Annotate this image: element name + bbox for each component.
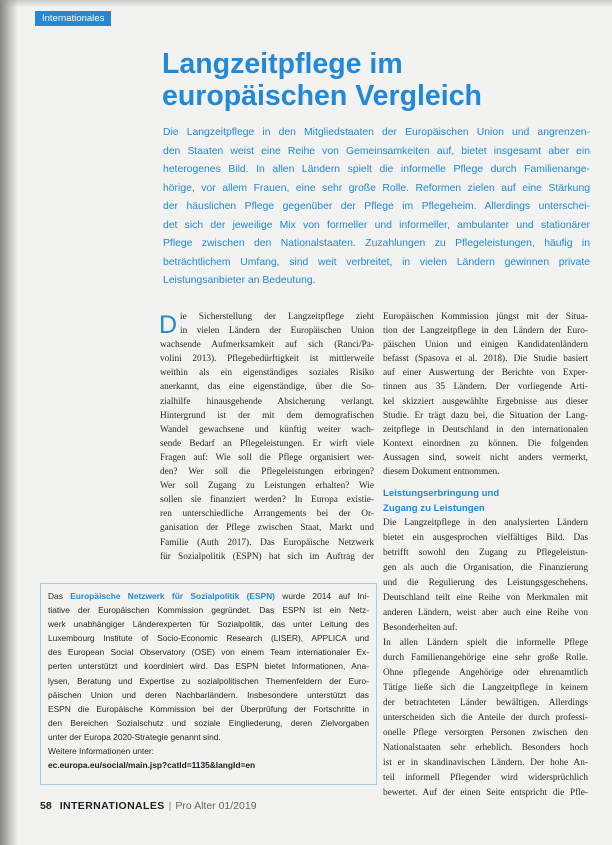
info-box-more-label: Weitere Informationen unter: bbox=[48, 746, 154, 757]
article-title-line: Langzeitpflege im bbox=[162, 48, 403, 80]
column-right-text-bottom bbox=[383, 516, 588, 801]
body-text-line: den? Wer soll die Pflegeleistungen erbringen? bbox=[160, 467, 374, 478]
info-box-text-line: des European Social Observatory (OSE) von einem Team internationaler Ex- bbox=[48, 647, 369, 658]
info-box-rest: wurde 2014 auf Ini- bbox=[274, 591, 369, 601]
lead-text-line: Die Langzeitpflege in den Mitgliedstaaten der Europäischen Union und angrenzen- bbox=[163, 127, 590, 138]
article-title-line: europäischen Vergleich bbox=[162, 80, 482, 112]
info-box-link: ec.europa.eu/social/main.jsp?catId=1135&langId=en bbox=[48, 760, 256, 771]
body-text-line: volini 2013). Pflegebedürftigkeit ist mittlerweile bbox=[160, 354, 374, 365]
subheading-line: Zugang zu Leistungen bbox=[383, 502, 485, 514]
body-text-line: unterscheiden sich die Anteile der durch professi- bbox=[383, 713, 588, 723]
lead-text-line: hörige, vor allem Frauen, eine sehr große Rolle. Reformen zielen auf eine Stärkung bbox=[163, 182, 590, 194]
lead-text-line: beträchtlichem Umfang, sind weit verbreitet, in vielen Ländern gewinnen private bbox=[163, 256, 590, 268]
page-footer bbox=[40, 800, 257, 812]
body-text-line: Wer soll Zugang zu Leistungen erhalten? Wie bbox=[160, 481, 374, 492]
body-text-line: Tätige ließe sich die Langzeitpflege in keinem bbox=[383, 683, 588, 693]
body-text-line: befasst (Spasova et al. 2018). Die Studie basiert bbox=[383, 354, 588, 365]
subheading bbox=[383, 487, 588, 516]
info-box-text bbox=[48, 603, 369, 744]
lead-text-line: den Staaten weist eine Reihe von Gemeinsamkeiten auf, bietet insgesamt aber ein bbox=[163, 145, 590, 157]
info-box-text-line: tiative der Europäischen Kommission gegründet. Das ESPN ist ein Netz- bbox=[48, 605, 369, 616]
body-text-line: In allen Ländern spielt die informelle Pflege bbox=[383, 638, 588, 648]
lead-text-line: heterogenes Bild. In allen Ländern spielt die informelle Pflege durch Familienange- bbox=[163, 164, 590, 175]
body-text-line: in vielen Ländern der Europäischen Union bbox=[180, 326, 374, 337]
body-text-line: teil informell Pflegender wird widersprüchlich bbox=[383, 773, 588, 783]
article-lead bbox=[163, 124, 590, 291]
body-text-line: anerkannt, das eine eigenständige, über die So- bbox=[160, 382, 374, 393]
body-text-line: kel skizziert ausgewählte Ergebnisse aus dieser bbox=[383, 396, 588, 407]
section-tag: Internationales bbox=[35, 11, 111, 26]
body-text-line: zialhilfe hinausgehende Absicherung verlangt. bbox=[160, 396, 374, 407]
body-text-line: onelle Pflege versorgten Personen zwischen den bbox=[383, 728, 588, 738]
footer-page-number: 58 bbox=[40, 800, 52, 812]
lead-text-line: der häuslichen Pflege gegenüber der Pflege im Pflegeheim. Allerdings unterschei- bbox=[163, 201, 590, 212]
body-text-line: Die Langzeitpflege in den analysierten Ländern bbox=[383, 518, 588, 528]
info-box-first-line bbox=[48, 589, 369, 603]
body-text-line: tion der Langzeitpflege in den Ländern der Euro- bbox=[383, 326, 588, 337]
footer-section: INTERNATIONALES bbox=[59, 800, 165, 812]
body-text-line: Aussagen sind, soweit nicht anders vermerkt, bbox=[383, 452, 588, 463]
info-box-text-line: unter der Europa 2020-Strategie genannt sind. bbox=[48, 731, 221, 742]
body-text-line: Nationalstaaten sehr erheblich. Besonders hoch bbox=[383, 743, 588, 753]
body-text-line: tinnen aus 35 Ländern. Der vorliegende Arti- bbox=[383, 382, 588, 393]
body-text-line: bewertet. Auf der einen Seite entspricht die Pfle- bbox=[383, 788, 588, 798]
lead-text-line: Leistungsanbieter an Bedeutung. bbox=[163, 275, 316, 286]
body-text-line: auf einer Auswertung der Berichte von Exper- bbox=[383, 368, 588, 379]
info-box-text-line: den Bereichen Sozialschutz und soziale Eingliederung, deren Zielvorgaben bbox=[48, 717, 369, 728]
lead-text-line: Pflege zwischen den Nationalstaaten. Zuzahlungen zu Pflegeleistungen, häufig in bbox=[163, 238, 590, 249]
body-text-line: päischen Union und einigen Kandidatenländern bbox=[383, 340, 588, 351]
info-box-text-line: ESPN die Europäische Kommission bei der Überprüfung der Fortschritte in bbox=[48, 703, 369, 714]
lead-text-line: det sich der jeweilige Mix von formeller und informeller, ambulanter und stationärer bbox=[163, 219, 590, 231]
body-text-line: für Sozialpolitik (ESPN) hat sich im Auftrag der bbox=[160, 551, 374, 562]
info-box-text-line: perten unterstützt und koordiniert wird. Das ESPN bietet Informationen, Ana- bbox=[48, 661, 369, 672]
info-box-lead: Das bbox=[48, 591, 71, 601]
body-text-line: betrifft sowohl den Zugang zu Pflegeleistun- bbox=[383, 548, 588, 558]
body-text-line: durch Familienangehörige eine sehr große Rolle. bbox=[383, 653, 588, 663]
body-text-line: sende Bedarf an Pflegeleistungen. Er wirft viele bbox=[160, 438, 374, 449]
body-text-line: bietet ein ausgesprochen vielfältiges Bild. Das bbox=[383, 533, 588, 543]
page-top-shadow bbox=[0, 0, 612, 7]
body-text-line: Europäischen Kommission jüngst mit der Situa- bbox=[383, 312, 588, 322]
info-box-text-line: Luxembourg Institute of Socio-Economic Research (LISER), APPLICA und bbox=[48, 633, 369, 644]
body-text-line: weithin als ein eigenständiges soziales Risiko bbox=[160, 368, 374, 379]
body-text-line: Fragen auf: Wie soll die Pflege organisiert wer- bbox=[160, 452, 374, 463]
column-left-text bbox=[160, 310, 374, 564]
info-box-text-line: päischen Union und deren Nachbarländern. Insbesondere unterstützt das bbox=[48, 689, 369, 700]
body-text-line: ganisation der Pflege zwischen Staat, Markt und bbox=[160, 523, 374, 534]
body-text-line: anderen Ländern, weist aber auch eine Reihe von bbox=[383, 608, 588, 618]
body-text-line: wachsende Aufmerksamkeit auf sich (Ranci/Pa- bbox=[160, 340, 374, 351]
article-title bbox=[162, 48, 482, 112]
footer-publication: Pro Alter 01/2019 bbox=[175, 800, 257, 812]
body-text-line: Hintergrund ist der mit dem demografischen bbox=[160, 410, 374, 421]
body-text-line: ren unterschiedliche Arrangements bei der Or- bbox=[160, 509, 374, 520]
body-text-line: Familie (Auth 2017). Das Europäische Netzwerk bbox=[160, 537, 374, 548]
body-text-line: zeitpflege in Deutschland in den internationalen bbox=[383, 424, 588, 435]
body-text-line: sollen sie finanziert werden? In Europa existie- bbox=[160, 495, 374, 506]
body-text-line: Kontext einordnen zu können. Die folgenden bbox=[383, 438, 588, 449]
footer-separator: | bbox=[168, 800, 172, 812]
info-box bbox=[40, 583, 377, 785]
body-text-line: Deutschland teilt eine Reihe von Merkmalen mit bbox=[383, 593, 588, 603]
info-box-highlight: Europäische Netzwerk für Sozialpolitik (ESPN) bbox=[70, 591, 275, 601]
body-text-line: der betrachteten Länder bewältigen. Allerdings bbox=[383, 698, 588, 708]
body-text-line: ie Sicherstellung der Langzeitpflege zieht bbox=[180, 312, 374, 322]
body-text-line: gen als auch die Organisation, die Finanzierung bbox=[383, 563, 588, 573]
subheading-line: Leistungserbringung und bbox=[383, 488, 500, 499]
body-text-line: Wandel gewachsene und künftig weiter wach- bbox=[160, 424, 374, 435]
body-text-line: Besonderheiten auf. bbox=[383, 623, 458, 633]
body-text-line: diesem Dokument entnommen. bbox=[383, 467, 500, 478]
body-text-line: und die Regulierung des Leistungsgeschehens. bbox=[383, 578, 588, 588]
column-right-text-top bbox=[383, 310, 588, 479]
info-box-text-line: lysen, Beratung und Expertise zu sozialpolitischen Themenfeldern der Euro- bbox=[48, 675, 369, 686]
body-text-line: ist er in skandinavischen Ländern. Der hohe An- bbox=[383, 758, 588, 768]
body-text-line: Ohne pflegende Angehörige oder ehrenamtlich bbox=[383, 668, 588, 678]
body-text-line: Studie. Er trägt dazu bei, die Situation der Lang- bbox=[383, 410, 588, 421]
page-edge-shadow bbox=[0, 0, 18, 845]
drop-cap: D bbox=[159, 311, 178, 339]
info-box-text-line: werk unabhängiger Länderexperten für Sozialpolitik, das unter Leitung des bbox=[48, 619, 369, 630]
